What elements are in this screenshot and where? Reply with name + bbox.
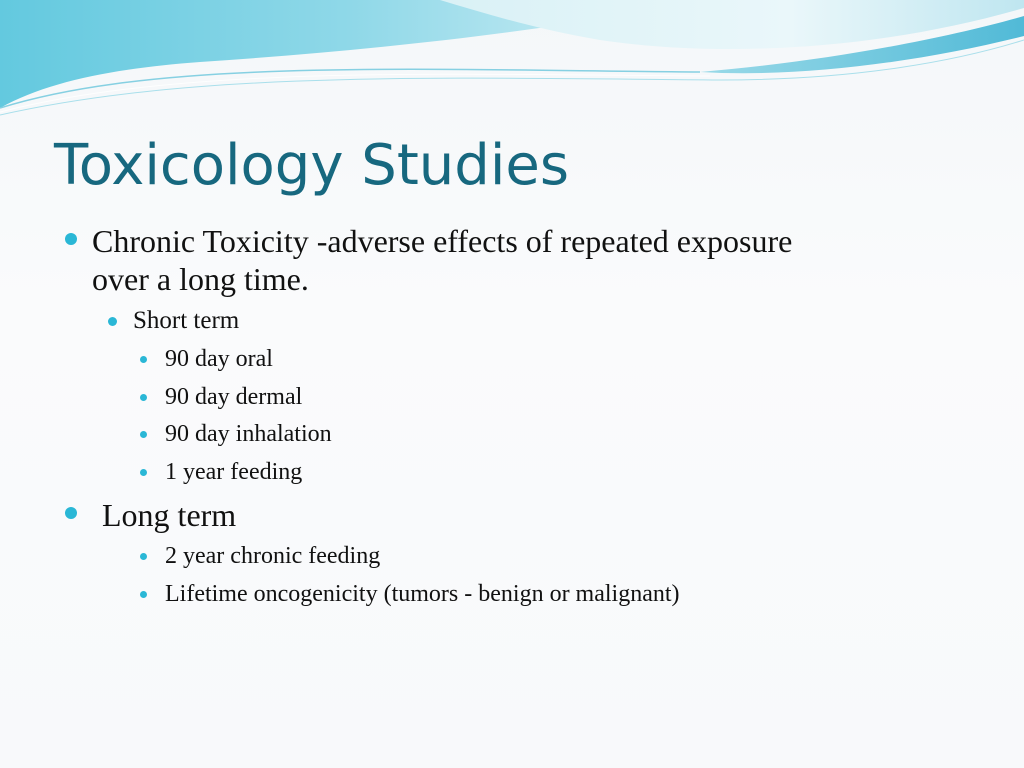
bullet-text: 90 day dermal xyxy=(165,384,303,410)
bullet-dot-icon xyxy=(140,394,147,401)
bullet-dot-icon xyxy=(65,507,77,519)
bullet-dot-icon xyxy=(108,317,117,326)
bullet-dot-icon xyxy=(140,356,147,363)
bullet-text-line1: Chronic Toxicity -adverse effects of repeated exposure xyxy=(92,223,793,259)
bullet-text: Lifetime oncogenicity (tumors - benign or malignant) xyxy=(165,581,680,607)
bullet-text: 2 year chronic feeding xyxy=(165,543,381,569)
bullet-dot-icon xyxy=(140,431,147,438)
list-item-lifetime-oncogenicity xyxy=(138,579,898,609)
bullet-long-term xyxy=(62,496,462,536)
bullet-dot-icon xyxy=(140,553,147,560)
bullet-text: 90 day oral xyxy=(165,346,273,372)
bullet-text: Long term xyxy=(102,497,237,533)
bullet-text: Short term xyxy=(133,307,240,334)
bullet-dot-icon xyxy=(140,591,147,598)
bullet-text: 1 year feeding xyxy=(165,459,303,485)
bullet-text-line2: over a long time. xyxy=(92,261,309,297)
list-item-90-day-inhalation xyxy=(138,419,538,449)
list-item-1-year-feeding xyxy=(138,457,538,487)
bullet-short-term xyxy=(106,306,406,336)
bullet-chronic-toxicity xyxy=(62,222,962,302)
list-item-2-year-chronic-feeding xyxy=(138,541,638,571)
list-item-90-day-dermal xyxy=(138,382,538,412)
page-title: Toxicology Studies xyxy=(54,133,570,198)
header-wave-decoration xyxy=(0,0,1024,120)
bullet-dot-icon xyxy=(65,233,77,245)
bullet-dot-icon xyxy=(140,469,147,476)
list-item-90-day-oral xyxy=(138,344,538,374)
bullet-text: 90 day inhalation xyxy=(165,421,332,447)
